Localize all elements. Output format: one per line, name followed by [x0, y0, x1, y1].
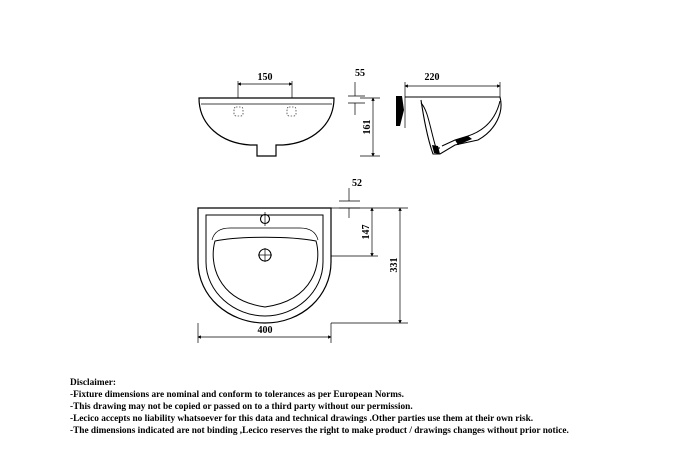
height-dimension: [360, 98, 380, 156]
tap-spacing-dimension: 150: [257, 72, 273, 83]
disclaimer-line: -Fixture dimensions are nominal and conform to tolerances as per European Norms.: [70, 390, 404, 400]
projection-label: 220: [424, 72, 440, 83]
depth-label: 331: [389, 257, 400, 273]
front-elevation-view: [199, 72, 334, 156]
width-label: 400: [257, 325, 273, 336]
bowl-depth-label: 147: [361, 224, 372, 240]
plan-view: [198, 208, 331, 343]
rim-thickness-dimension: [348, 68, 365, 115]
disclaimer-heading: Disclaimer:: [70, 378, 116, 388]
disclaimer-line: -This drawing may not be copied or passed on to a third party without our permission.: [70, 402, 413, 412]
rim-width-dimension: [339, 178, 362, 218]
side-section-view: [396, 72, 501, 154]
disclaimer-block: [70, 377, 670, 437]
disclaimer-line: -Lecico accepts no liability whatsoever for this data and technical drawings .Other parties use them at their own risk.: [70, 414, 534, 424]
height-label: 161: [362, 119, 373, 135]
bowl-depth-dimension: [331, 208, 378, 256]
disclaimer-line: -The dimensions indicated are not binding ,Lecico reserves the right to make product / drawings changes without prior notice.: [70, 426, 569, 436]
rim-width-label: 52: [352, 178, 362, 189]
rim-thickness-label: 55: [355, 68, 365, 79]
